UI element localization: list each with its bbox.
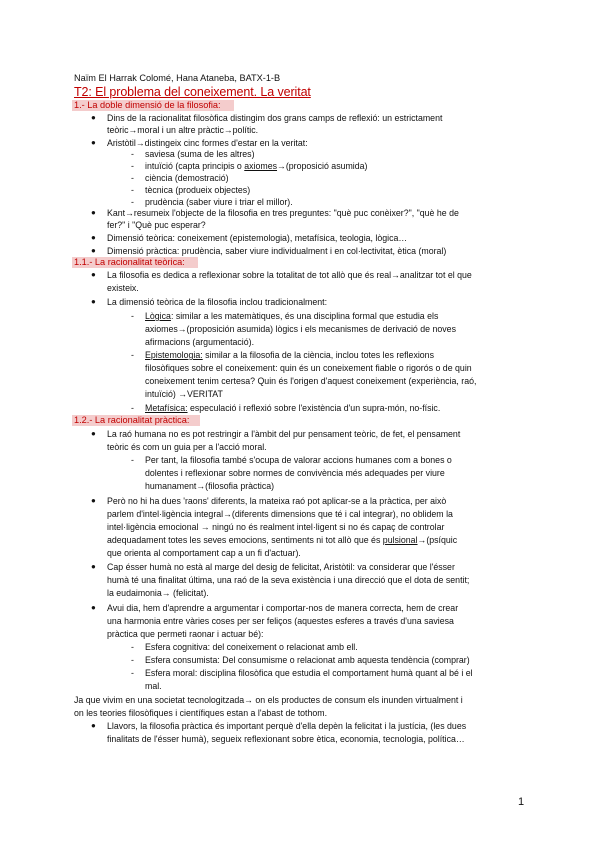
bullet-icon: ● [91, 208, 96, 217]
bullet-icon: ● [91, 113, 96, 122]
dash-icon: - [131, 185, 134, 195]
dash-icon: - [131, 455, 134, 465]
text-line: intuïció) →VERITAT [145, 389, 223, 399]
list-item: ● La filosofia es dedica a reflexionar sobre la totalitat de tot allò que és real→analitzar tot el que [91, 270, 472, 280]
list-item: ● Dins de la racionalitat filosòfica distingim dos grans camps de reflexió: un estrictament [91, 113, 443, 123]
list-item: - intuïció (capta principis o axiomes→(proposició asumida) [131, 161, 368, 171]
text-line: intel·ligència emocional → ningú no és realment intel·ligent si no és capaç de controlar [107, 522, 445, 532]
dash-icon: - [131, 173, 134, 183]
list-item: - Metafísica: especulació i reflexió sobre l'existència d'un supra-món, no-físic. [131, 403, 441, 413]
dash-icon: - [131, 668, 134, 678]
bullet-icon: ● [91, 721, 96, 730]
list-item: ● La dimensió teòrica de la filosofia inclou tradicionalment: [91, 297, 328, 307]
text-line: existeix. [107, 283, 139, 293]
list-item: ● Kant→resumeix l'objecte de la filosofia en tres preguntes: "què puc conèixer?", "què he de [91, 208, 459, 218]
text-line: que orienta al comportament cap a un fi d'actuar). [107, 548, 301, 558]
text-line: mal. [145, 681, 162, 691]
bullet-icon: ● [91, 138, 96, 147]
bullet-icon: ● [91, 270, 96, 279]
dash-icon: - [131, 311, 134, 321]
bullet-icon: ● [91, 233, 96, 242]
section-heading-1-1: 1.1.- La racionalitat teòrica: [72, 257, 198, 268]
list-item: - tècnica (produeix objectes) [131, 185, 251, 195]
section-heading-1: 1.- La doble dimensió de la filosofia: [72, 100, 234, 111]
section-heading-1-2: 1.2.- La racionalitat pràctica: [72, 415, 200, 426]
list-item: - Esfera consumista: Del consumisme o relacionat amb aquesta tendència (comprar) [131, 655, 470, 665]
text-line: filosòfiques sobre el coneixement: quin és un coneixement fiable o rigorós o de quin [145, 363, 472, 373]
list-item: ● Dimensió pràctica: prudència, saber viure individualment i en col·lectivitat, ètica (moral) [91, 246, 447, 256]
text-line: parlem d'intel·ligència integral→(diferents dimensions que té i cal integrar), no oblidem la [107, 509, 453, 519]
text-line: adequadament totes les seves emocions, sentiments ni tot allò que és pulsional→(psíquic [107, 535, 458, 545]
bullet-icon: ● [91, 246, 96, 255]
text-line: teòric és com un guia per a l'acció moral. [107, 442, 267, 452]
bullet-icon: ● [91, 429, 96, 438]
text-line: on les teories filosòfiques i científiques estan a l'abast de tothom. [74, 708, 328, 718]
bullet-icon: ● [91, 297, 96, 306]
text-line: Ja que vivim en una societat tecnologitzada→ on els productes de consum els inunden virtualment i [74, 695, 463, 705]
dash-icon: - [131, 642, 134, 652]
text-line: humanament→(filosofia pràctica) [145, 481, 275, 491]
list-item: - saviesa (suma de les altres) [131, 149, 255, 159]
text-line: la eudaimonia→ (felicitat). [107, 588, 209, 598]
text-line: pràctica que permeti raonar i actuar bé): [107, 629, 264, 639]
bullet-icon: ● [91, 603, 96, 612]
text-line: teòric→moral i un altre pràctic→polític. [107, 125, 259, 135]
list-item: - Esfera moral: disciplina filosòfica que estudia el comportament humà quant al bé i el [131, 668, 473, 678]
list-item: ● Llavors, la filosofia pràctica és important perquè d'ella depèn la felicitat i la justícia, (les dues [91, 721, 467, 731]
list-item: ● Aristòtil→distingeix cinc formes d'estar en la veritat: [91, 138, 308, 148]
authors-line: Naïm El Harrak Colomé, Hana Ataneba, BATX-1-B [74, 73, 281, 83]
list-item: ● Cap ésser humà no està al marge del desig de felicitat, Aristòtil: va considerar que l'ésser [91, 562, 455, 572]
dash-icon: - [131, 161, 134, 171]
text-line: axiomes→(proposición asumida) lògics i els mecanismes de derivació de noves [145, 324, 456, 334]
dash-icon: - [131, 197, 134, 207]
text-line: dolentes i reflexionar sobre normes de convivència més adequades per viure [145, 468, 445, 478]
list-item: - Epistemologia: similar a la filosofia de la ciència, inclou totes les reflexions [131, 350, 434, 360]
dash-icon: - [131, 350, 134, 360]
list-item: - prudència (saber viure i triar el millor). [131, 197, 293, 207]
document-title: T2: El problema del coneixement. La veritat [74, 85, 311, 99]
list-item: - ciència (demostració) [131, 173, 229, 183]
text-line: afirmacions (argumentació). [145, 337, 255, 347]
dash-icon: - [131, 655, 134, 665]
text-line: finalitats de l'ésser humà), segueix reflexionant sobre ètica, economia, tecnologia, política… [107, 734, 465, 744]
text-line: coneixement tenim certesa? Quin és l'origen d'aquest coneixement (experiència, raó, [145, 376, 477, 386]
dash-icon: - [131, 403, 134, 413]
list-item: ● Però no hi ha dues 'raons' diferents, la mateixa raó pot aplicar-se a la pràctica, per això [91, 496, 447, 506]
list-item: - Per tant, la filosofia també s'ocupa de valorar accions humanes com a bones o [131, 455, 452, 465]
list-item: - Lògica: similar a les matemàtiques, és una disciplina formal que estudia els [131, 311, 439, 321]
list-item: ● Dimensió teòrica: coneixement (epistemologia), metafísica, teologia, lògica… [91, 233, 408, 243]
bullet-icon: ● [91, 496, 96, 505]
text-line: humà té una finalitat última, una raó de la seva existència i una direcció que el dota de sentit; [107, 575, 470, 585]
bullet-icon: ● [91, 562, 96, 571]
list-item: ● Avui dia, hem d'aprendre a argumentar i comportar-nos de manera correcta, hem de crear [91, 603, 459, 613]
dash-icon: - [131, 149, 134, 159]
text-line: una harmonia entre vàries coses per ser feliços (aquestes esferes a través d'una saviesa [107, 616, 454, 626]
text-line: fer?" i "Què puc esperar? [107, 220, 206, 230]
list-item: ● La raó humana no es pot restringir a l'àmbit del pur pensament teòric, de fet, el pensament [91, 429, 461, 439]
list-item: - Esfera cognitiva: del coneixement o relacionat amb ell. [131, 642, 358, 652]
page-number: 1 [518, 796, 525, 808]
